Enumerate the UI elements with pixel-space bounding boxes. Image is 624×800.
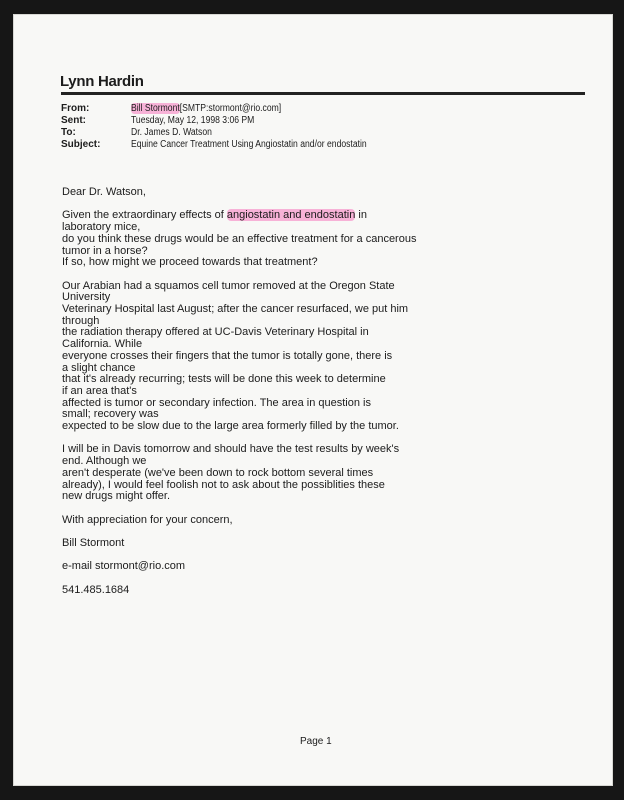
sent-value: Tuesday, May 12, 1998 3:06 PM <box>131 115 255 126</box>
paragraph-1-line: do you think these drugs would be an effective treatment for a cancerous <box>62 232 417 245</box>
paragraph-2-line: a slight chance <box>62 361 136 374</box>
closing: With appreciation for your concern, <box>62 513 233 526</box>
paragraph-3-line: new drugs might offer. <box>62 490 171 503</box>
paragraph-1-line: If so, how might we proceed towards that treatment? <box>62 256 318 269</box>
header-rule <box>61 92 585 95</box>
page-number: Page 1 <box>300 736 332 747</box>
paragraph-2-line: small; recovery was <box>62 408 159 421</box>
subject-value: Equine Cancer Treatment Using Angiostatin and/or endostatin <box>131 139 367 150</box>
paragraph-2-line: Our Arabian had a squamos cell tumor removed at the Oregon State <box>62 279 395 292</box>
to-label: To: <box>61 127 76 138</box>
paragraph-3-line: I will be in Davis tomorrow and should have the test results by week's <box>62 443 400 456</box>
email-body <box>62 186 417 597</box>
to-value: Dr. James D. Watson <box>131 127 212 138</box>
salutation: Dear Dr. Watson, <box>62 186 146 198</box>
signature: Bill Stormont <box>62 537 125 550</box>
paragraph-3-line: end. Although we <box>62 455 147 468</box>
text-span: Given the extraordinary effects of <box>62 209 227 222</box>
paragraph-2-line: expected to be slow due to the large area formerly filled by the tumor. <box>62 420 399 433</box>
phone-number: 541.485.1684 <box>62 583 130 596</box>
paragraph-2-line: affected is tumor or secondary infection. The area in question is <box>62 396 371 409</box>
email-address: e-mail stormont@rio.com <box>62 560 186 573</box>
paragraph-2-line: through <box>62 314 100 327</box>
highlighted-text: angiostatin and endostatin <box>226 209 356 222</box>
paragraph-2-line: California. While <box>62 338 143 351</box>
sender-name: Lynn Hardin <box>60 73 144 90</box>
paragraph-2-line: the radiation therapy offered at UC-Davis Veterinary Hospital in <box>62 326 369 339</box>
sent-label: Sent: <box>61 115 86 126</box>
paragraph-1-line: laboratory mice, <box>62 221 141 234</box>
from-value <box>131 103 281 115</box>
document-page <box>13 14 613 786</box>
from-name: Bill Stormont <box>131 103 180 114</box>
paragraph-2-line: everyone crosses their fingers that the tumor is totally gone, there is <box>62 349 393 362</box>
paragraph-3-line: aren't desperate (we've been down to rock bottom several times <box>62 466 374 479</box>
paragraph-2-line: that it's already recurring; tests will be done this week to determine <box>62 373 386 386</box>
text-span: in <box>355 209 367 222</box>
paragraph-2-line: Veterinary Hospital last August; after the cancer resurfaced, we put him <box>62 303 409 315</box>
paragraph-2-line: University <box>62 291 111 304</box>
paragraph-3-line: already), I would feel foolish not to ask about the possiblities these <box>62 478 385 491</box>
paragraph-1-line: tumor in a horse? <box>62 244 148 257</box>
subject-label: Subject: <box>61 139 101 150</box>
from-label: From: <box>61 103 90 114</box>
paragraph-2-line: if an area that's <box>62 384 137 397</box>
from-address: [SMTP:stormont@rio.com] <box>179 103 282 114</box>
